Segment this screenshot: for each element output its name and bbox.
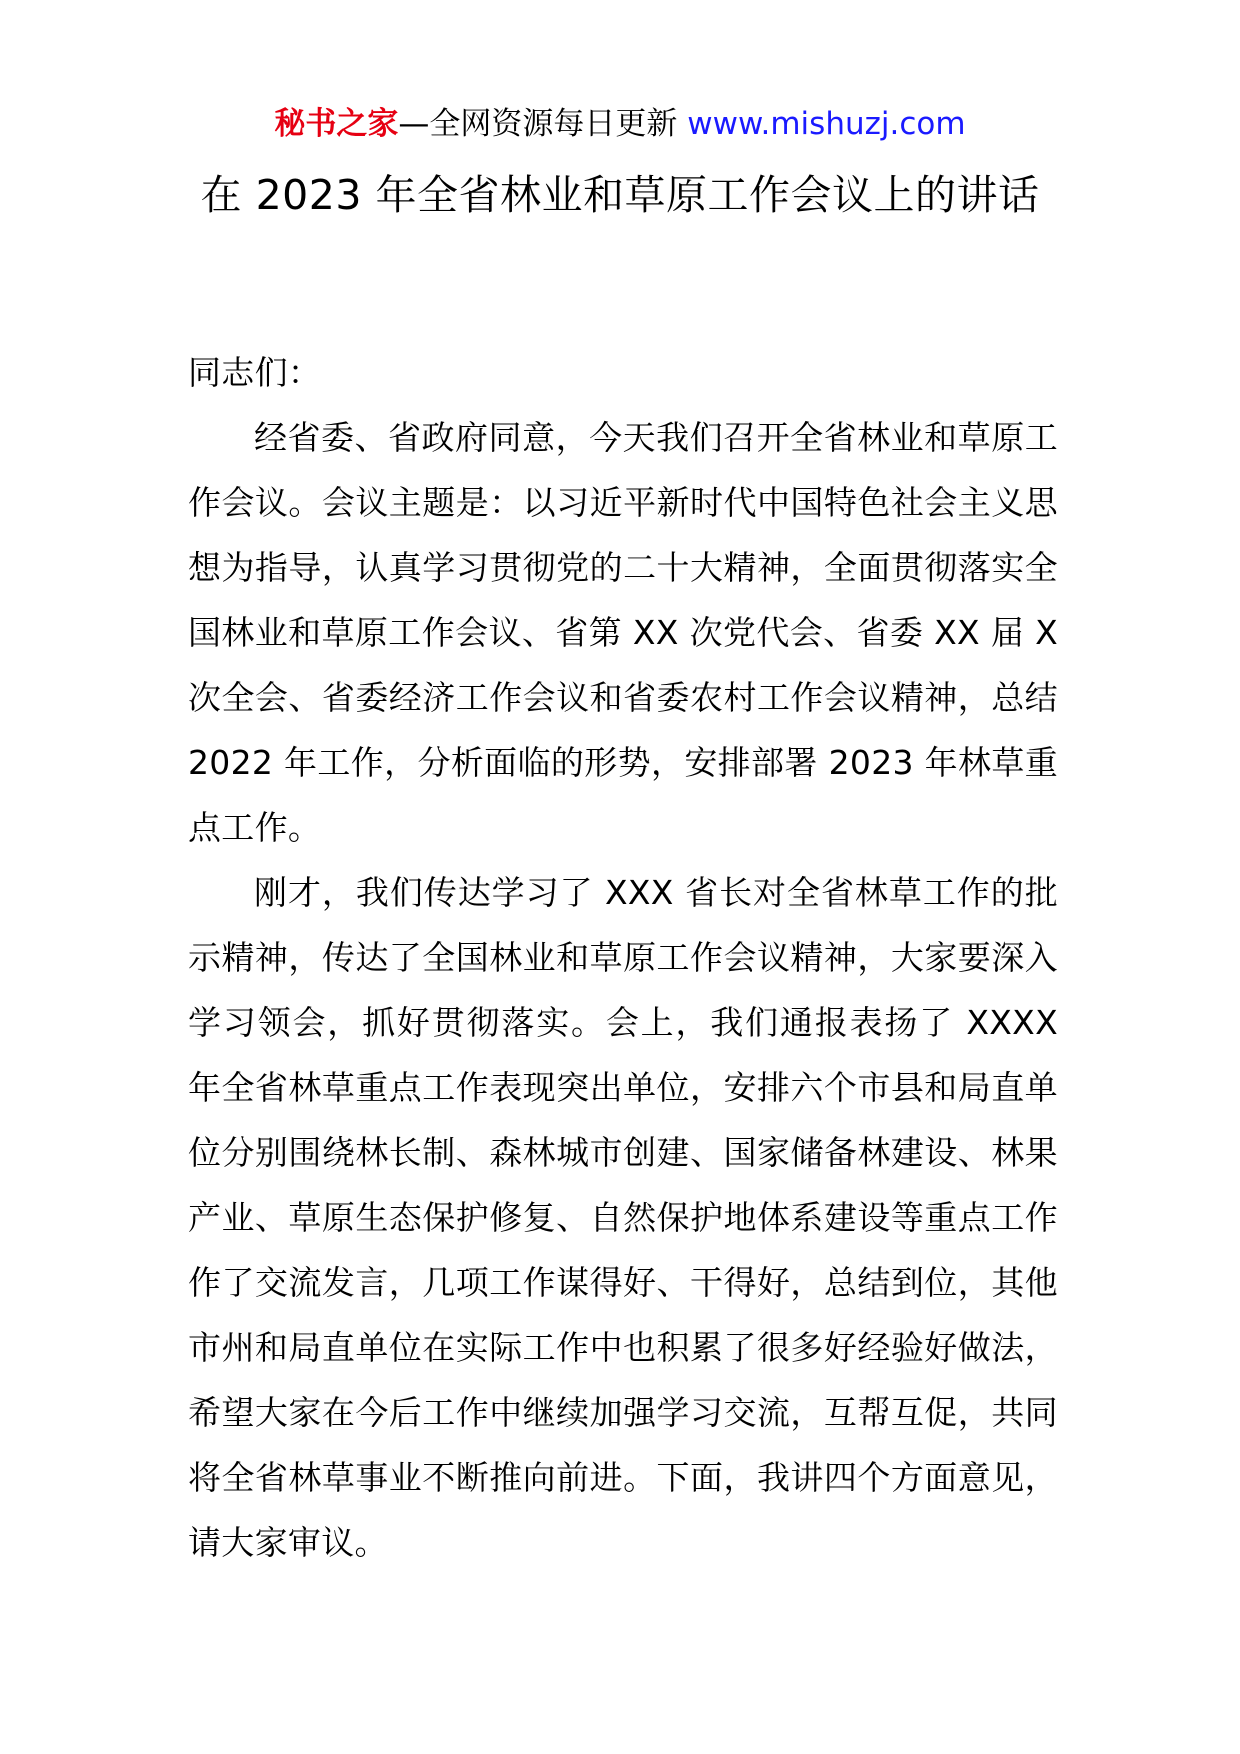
paragraph-2: 刚才，我们传达学习了 XXX 省长对全省林草工作的批示精神，传达了全国林业和草原工作会议精神，大家要深入学习领会，抓好贯彻落实。会上，我们通报表扬了 XXXX 年全省林草重点工作表现突出单位，安排六个市县和局直单位分别围绕林长制、森林城市创建、国家储备林建设、林果产业、草原生态保护修复、自然保护地体系建设等重点工作作了交流发言，几项工作谋得好、干得好，总结到位，其他市州和局直单位在实际工作中也积累了很多好经验好做法，希望大家在今后工作中继续加强学习交流，互帮互促，共同将全省林草事业不断推向前进。下面，我讲四个方面意见，请大家审议。 <box>188 873 1058 1562</box>
site-header <box>0 100 1240 148</box>
site-brand: 秘书之家 <box>274 106 399 142</box>
document-body <box>188 350 1058 1575</box>
site-tagline: —全网资源每日更新 <box>398 106 688 142</box>
site-url-link[interactable]: www.mishuzj.com <box>687 106 966 142</box>
salutation: 同志们： <box>188 353 322 392</box>
document-title: 在 2023 年全省林业和草原工作会议上的讲话 <box>200 171 1040 219</box>
paragraph-1: 经省委、省政府同意，今天我们召开全省林业和草原工作会议。会议主题是：以习近平新时代中国特色社会主义思想为指导，认真学习贯彻党的二十大精神，全面贯彻落实全国林业和草原工作会议、省第 XX 次党代会、省委 XX 届 X 次全会、省委经济工作会议和省委农村工作会议精神，总结 2022 年工作，分析面临的形势，安排部署 2023 年林草重点工作。 <box>188 418 1058 847</box>
